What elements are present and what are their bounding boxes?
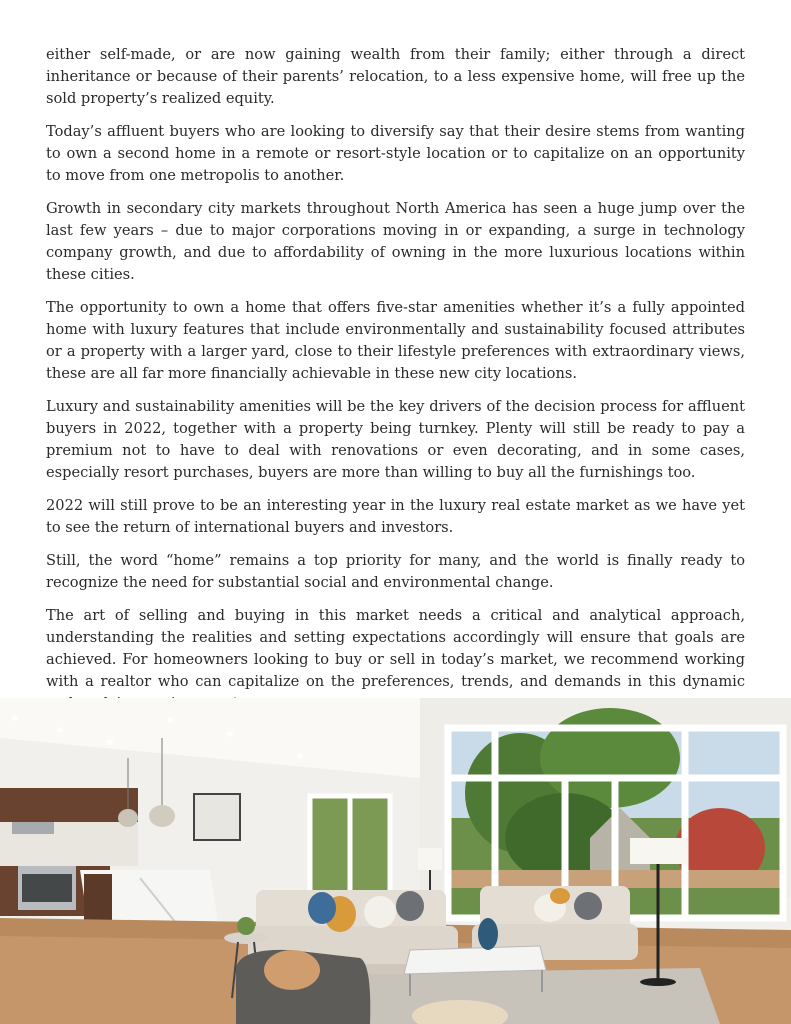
living-room-photo [0,698,791,1024]
article-body [46,44,745,726]
paragraph: 2022 will still prove to be an interesting year in the luxury real estate market as we have yet to see the return of international buyers and investors. [46,497,745,536]
paragraph: The opportunity to own a home that offers five-star amenities whether it’s a fully appointed home with luxury features that include environmentally and sustainability focused attributes or a property with a larger yard, close to their lifestyle preferences with extraordinary views, these are all far more financially achievable in these new city locations. [46,299,745,382]
paragraph: Luxury and sustainability amenities will be the key drivers of the decision process for affluent buyers in 2022, together with a property being turnkey. Plenty will still be ready to pay a premium not to have to deal with renovations or even decorating, and in some cases, especially resort purchases, buyers are more than willing to buy all the furnishings too. [46,398,745,481]
armchair [236,950,370,1024]
paragraph: Today’s affluent buyers who are looking to diversify say that their desire stems from wanting to own a second home in a remote or resort-style location or to capitalize on an opportunity to move from one metropolis to another. [46,123,745,184]
back-door [310,796,390,896]
paragraph: Growth in secondary city markets throughout North America has seen a huge jump over the last few years – due to major corporations moving in or expanding, a surge in technology company growth, and due to affordability of owning in the more luxurious locations within these cities. [46,200,745,283]
paragraph: either self-made, or are now gaining wealth from their family; either through a direct inheritance or because of their parents’ relocation, to a less expensive home, will free up the sold property’s realized equity. [46,46,745,107]
paragraph: The art of selling and buying in this market needs a critical and analytical approach, understanding the realities and setting expectations accordingly will ensure that goals are achieved. For homeowners looking to buy or sell in today’s market, we recommend working with a realtor who can capitalize on the preferences, trends, and demands in this dynamic [46,607,745,690]
wall-art [194,794,240,840]
living-room-illustration [0,698,791,1024]
paragraph: Still, the word “home” remains a top priority for many, and the world is finally ready to recognize the need for substantial social and environmental change. [46,552,745,591]
